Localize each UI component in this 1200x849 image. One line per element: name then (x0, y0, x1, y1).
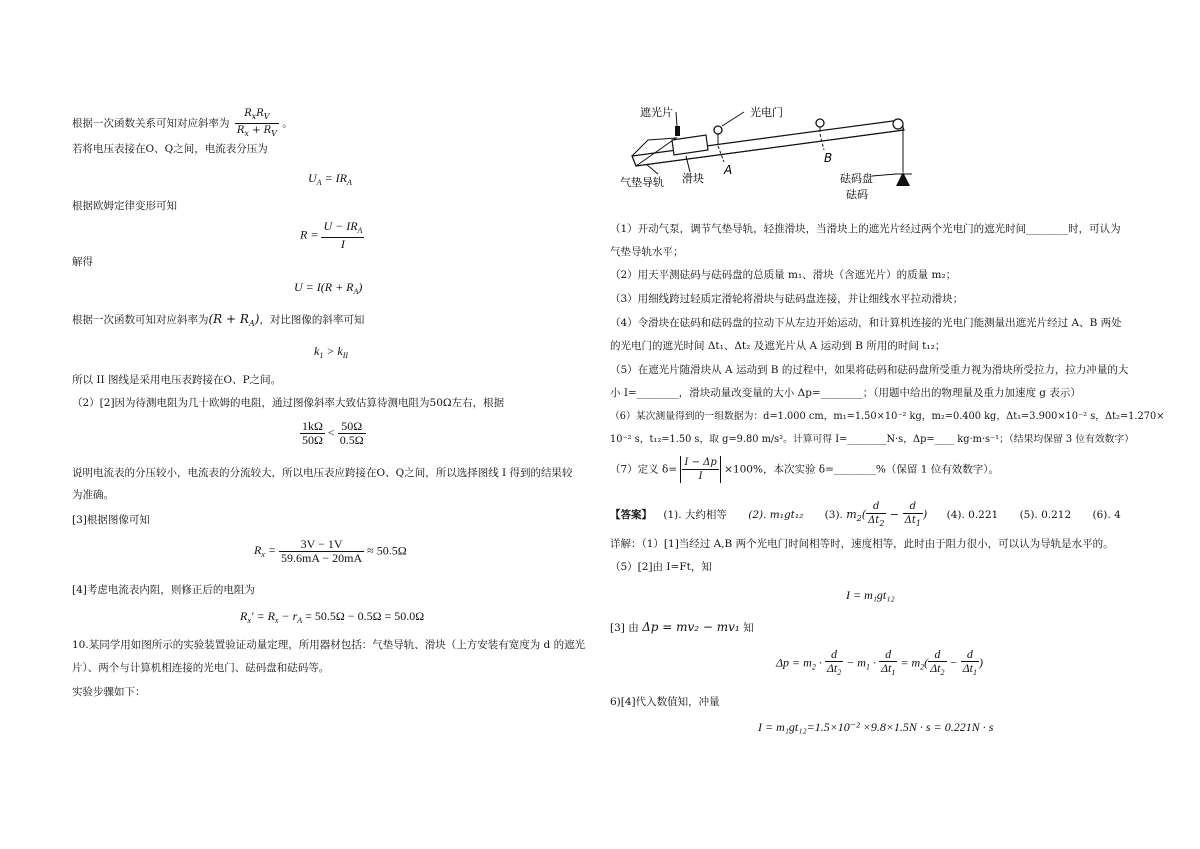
detail-3-suffix: 知 (743, 622, 754, 634)
answer-4: (4). 0.221 (946, 509, 999, 521)
equation-u: $U = I(R + R_A)$ (294, 280, 363, 296)
eq-compare-left (300, 420, 325, 447)
label-gate: 光电门 (750, 106, 783, 119)
step7 (610, 456, 999, 483)
label-point-a: A (724, 163, 733, 177)
step3: （3）用细线跨过轻质定滑轮将滑块与砝码盘连接，并让细线水平拉动滑块； (610, 293, 964, 305)
label-slider: 滑块 (682, 172, 704, 185)
shade-plate (675, 126, 680, 136)
eq-r-fraction (321, 220, 364, 251)
detail-3-expr: Δp = mv₂ − mv₁ (642, 620, 740, 634)
equation-impulse: I = m₁gt₁₂ (846, 588, 895, 602)
eq-compare-op: < (327, 425, 335, 440)
answer-6: (6). 4 (1092, 509, 1121, 521)
eq-rx-num: 3V − 1V (279, 538, 364, 552)
apparatus-figure (620, 100, 920, 208)
answer-2: (2). m₁gt₁₂ (748, 509, 804, 521)
step7-prefix: （7）定义 δ= (610, 463, 678, 476)
left-text-q10-b: 片）、两个与计算机相连接的光电门、砝码盘和砝码等。 (72, 662, 330, 674)
gate-b-icon (816, 119, 824, 127)
left-text-slope-compare (72, 312, 364, 331)
eq-compare-right-den: 0.5Ω (339, 433, 364, 447)
slope-fraction: $\frac{R_xR_V}{R_x + R_V}$ (236, 108, 277, 138)
equation-r (300, 220, 364, 251)
eq-r-num: $U - IR_A$ (321, 220, 364, 238)
delta-den: I (698, 471, 703, 482)
slope-compare-a: 根据一次函数可知对应斜率为 (72, 314, 209, 326)
answer-label: 【答案】 (610, 509, 652, 521)
answer-5: (5). 0.212 (1019, 509, 1072, 521)
equation-momentum: $\Delta p = m_2$ · $\frac{d}{\Delta t_2}$ − $m_1$ · $\frac{d}{\Delta t_1}$ = $m_2$( $\frac{d}{\Delta t_2}$ − $\frac{d}{\Delta t_1}$ ) (776, 647, 984, 677)
eq-compare-right-num: 50Ω (338, 420, 366, 434)
left-text-voltage-oq: 若将电压表接在O、Q之间，电流表分压为 (72, 143, 268, 155)
eq-r-den: I (340, 237, 345, 251)
answer-3-expr: $m_2$( $\frac{d}{\Delta t_2}$ − $\frac{d}{\Delta t_1}$ ) (846, 501, 928, 528)
eq-rx-rhs: ≈ 50.5Ω (367, 543, 407, 558)
equation-compare (300, 420, 366, 447)
delta-num: I − Δp (684, 457, 717, 468)
step5-a: （5）在遮光片随滑块从 A 运动到 B 的过程中，如果将砝码和砝码盘所受重力视为滑块所受拉力，拉力冲量的大 (610, 364, 1129, 376)
equation-impulse-final: I = m₁gt₁₂=1.5×10⁻² ×9.8×1.5N · s = 0.221N · s (758, 720, 994, 734)
left-text-part2: （2）[2]因为待测电阻为几十欧姆的电阻，通过图像斜率大致估算待测电阻为50Ω左右，根据 (72, 397, 505, 409)
step1-a: （1）开动气泵，调节气垫导轨，轻推滑块，当滑块上的遮光片经过两个光电门的遮光时间________时，可认为 (610, 223, 1121, 235)
left-text-conclusion-ii: 所以 II 图线是采用电压表跨接在O、P之间。 (72, 374, 282, 386)
gate-a-icon (714, 126, 722, 134)
label-weight: 砝码 (846, 188, 868, 201)
equation-ua: $U_A = IR_A$ (308, 171, 352, 187)
slope-compare-b: ，对比图像的斜率可知 (259, 314, 365, 326)
label-track: 气垫导轨 (620, 176, 664, 189)
eq-compare-left-num: 1kΩ (302, 419, 323, 433)
eq-r-lhs: R = (300, 227, 319, 242)
detail-3-prefix: [3] 由 (610, 622, 639, 634)
step7-suffix: ×100%，本次实验 δ=________%（保留 1 位有效数字）。 (724, 463, 999, 476)
left-text-correction: [4]考虑电流表内阻，则修正后的电阻为 (72, 584, 255, 596)
detail-1: 详解：（1）[1]当经过 A,B 两个光电门时间相等时，速度相等，此时由于阻力很小，可以认为导轨是水平的。 (610, 538, 1114, 550)
eq-rx-den: 59.6mA − 20mA (281, 551, 363, 565)
slope-intro-text: 根据一次函数关系可知对应斜率为 (72, 117, 230, 130)
slope-compare-expr: $(R + R_A)$ (208, 312, 260, 328)
detail-4: 6)[4]代入数值知，冲量 (610, 696, 720, 708)
step5-b: 小 I=________，滑块动量改变量的大小 Δp=________；（用题中给出的物理量及重力加速度 g 表示） (610, 387, 1081, 399)
slope-intro-end: 。 (282, 117, 293, 130)
pulley-icon (893, 119, 903, 129)
label-point-b: B (824, 151, 833, 165)
eq-compare-right (338, 420, 366, 447)
left-text-explain-b: 为准确。 (72, 489, 114, 501)
slider-block (672, 135, 708, 155)
label-shade: 遮光片 (640, 106, 673, 119)
delta-fraction (680, 456, 720, 483)
left-text-ohm: 根据欧姆定律变形可知 (72, 200, 177, 212)
step1-b: 气垫导轨水平； (610, 246, 684, 258)
detail-2: （5）[2]由 I=Ft，知 (610, 561, 712, 573)
answer-1: (1). 大约相等 (663, 509, 727, 521)
left-text-graph: [3]根据图像可知 (72, 514, 150, 526)
left-text-solve: 解得 (72, 256, 93, 268)
eq-compare-left-den: 50Ω (302, 433, 323, 447)
step2: （2）用天平测砝码与砝码盘的总质量 m₁、滑块（含遮光片）的质量 m₂； (610, 269, 957, 281)
answer-row (610, 500, 1121, 530)
left-text-slope-intro (72, 107, 293, 140)
equation-k: $k_1 > k_{II}$ (314, 344, 349, 360)
detail-3 (610, 620, 754, 635)
equation-rx: $R_x$ = $\frac{3V - 1V}{59.6mA - 20mA}$ ≈ 50.5Ω (254, 537, 407, 565)
eq-rx-fraction (279, 538, 364, 565)
step4-b: 的光电门的遮光时间 Δt₁、Δt₂ 及遮光片从 A 运动到 B 所用的时间 t₁₂； (610, 340, 946, 352)
step6-a: （6）某次测量得到的一组数据为：d=1.000 cm，m₁=1.50×10⁻² kg，m₂=0.400 kg，Δt₁=3.900×10⁻² s，Δt₂=1.270× (610, 411, 1165, 422)
left-text-steps: 实验步骤如下： (72, 686, 146, 698)
label-pan: 砝码盘 (840, 172, 873, 185)
equation-rx-corrected: $R_x' = R_x - r_A = 50.5\Omega - 0.5\Omega = 50.0\Omega$ (240, 609, 425, 625)
step4-a: （4）令滑块在砝码和砝码盘的拉动下从左边开始运动，和计算机连接的光电门能测量出遮光片经过 A、B 两处 (610, 317, 1122, 329)
step6-b: 10⁻² s，t₁₂=1.50 s，取 g=9.80 m/s²。计算可得 I=________N·s，Δp=____ kg·m·s⁻¹；（结果均保留 3 位有效数字） (610, 434, 1135, 445)
answer-3-prefix: (3). (824, 509, 843, 521)
left-text-q10-a: 10.某同学用如图所示的实验装置验证动量定理，所用器材包括：气垫导轨、滑块（上方安装有宽度为 d 的遮光 (72, 639, 586, 651)
left-text-explain-a: 说明电流表的分压较小，电流表的分流较大，所以电压表应跨接在O、Q之间，所以选择图线 I 得到的结果较 (72, 467, 573, 479)
